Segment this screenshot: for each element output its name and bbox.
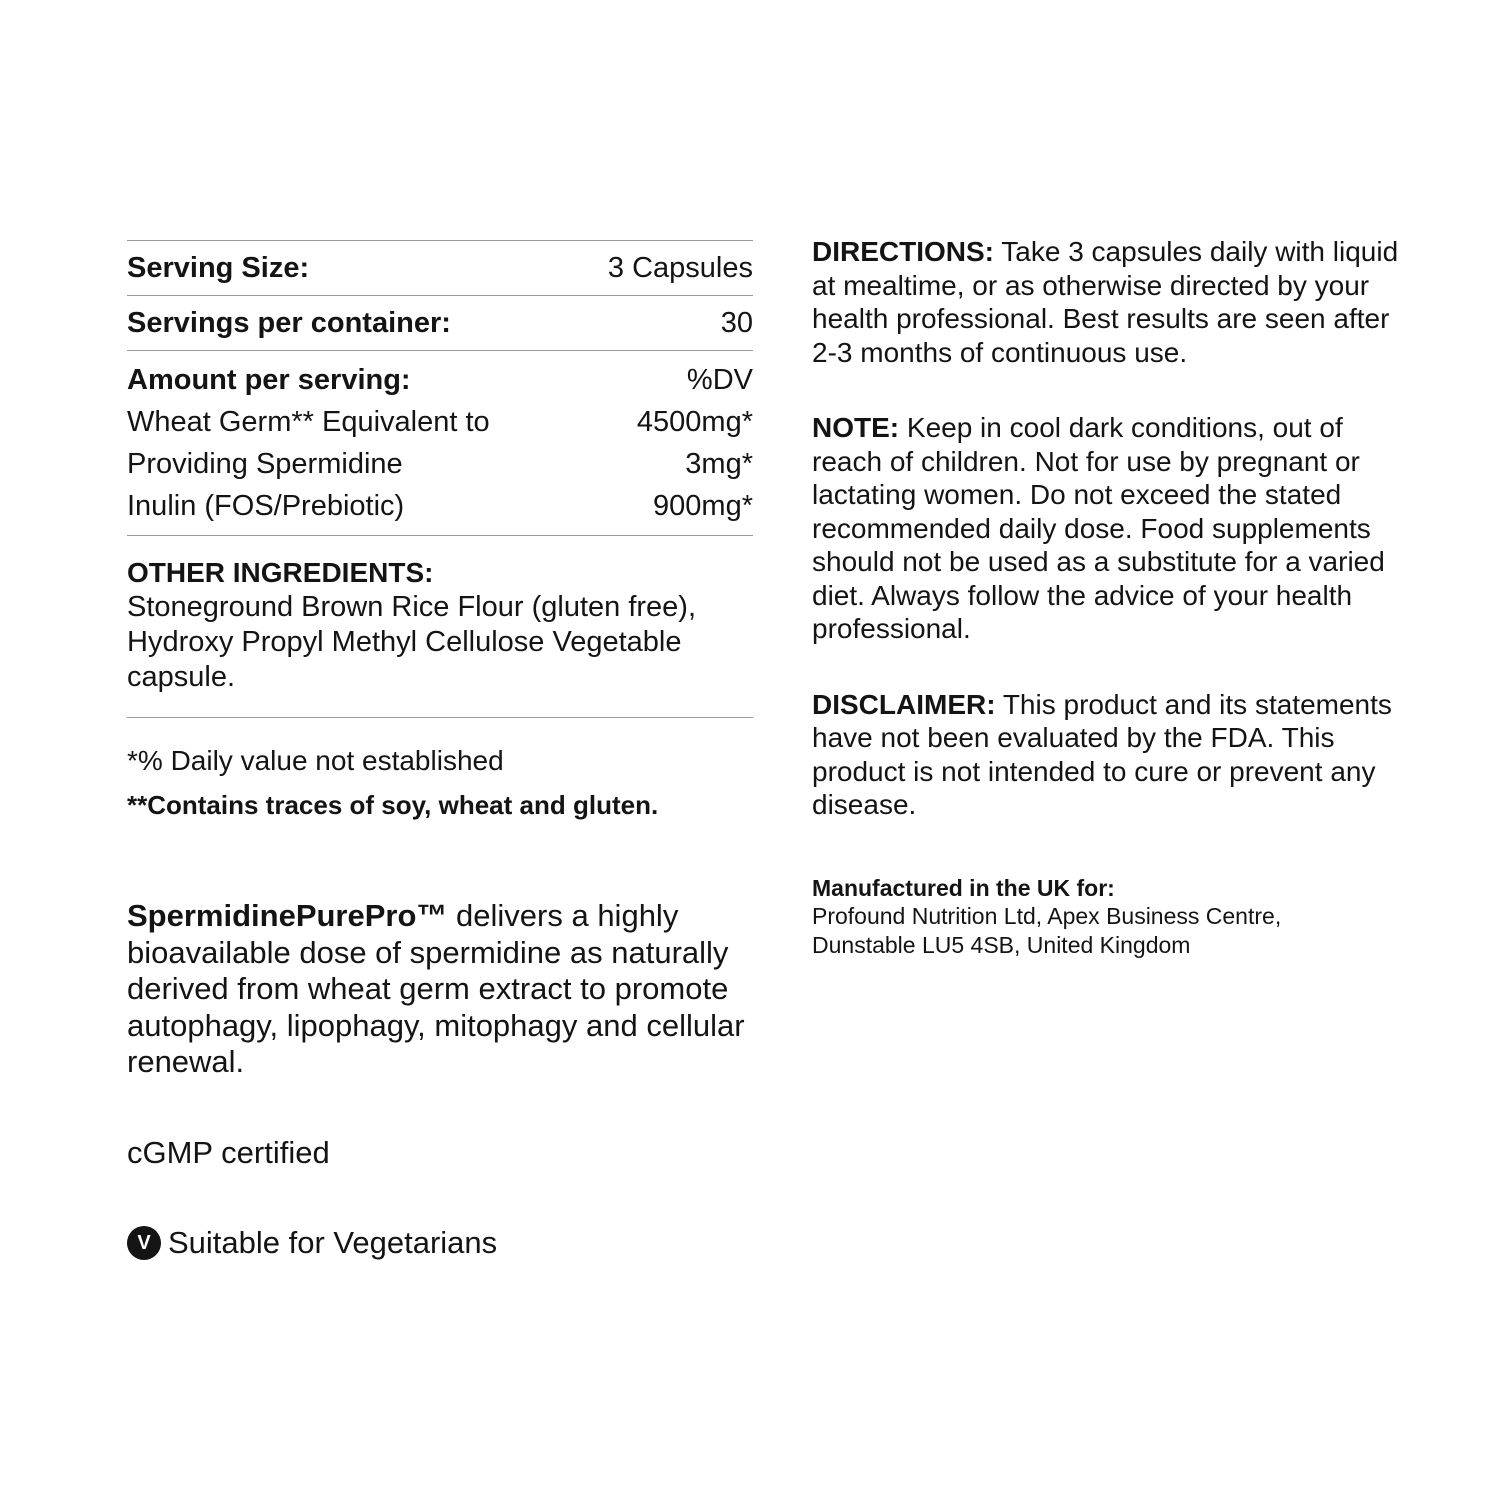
serving-size-label: Serving Size: (127, 252, 310, 284)
amount-header-row (127, 359, 753, 401)
ingredient-amount: 3mg* (685, 448, 753, 480)
vegetarian-badge (127, 1224, 497, 1262)
ingredient-row (127, 443, 753, 485)
divider (127, 717, 753, 718)
serving-size-row (127, 241, 753, 295)
certification: cGMP certified (127, 1135, 330, 1170)
product-description (127, 898, 767, 1081)
ingredient-row (127, 485, 753, 527)
directions-heading: DIRECTIONS: (812, 236, 994, 267)
dv-header: %DV (686, 364, 753, 396)
vegetarian-icon: V (127, 1226, 161, 1260)
supplement-facts-panel (127, 240, 753, 822)
servings-per-container-label: Servings per container: (127, 307, 451, 339)
info-column (812, 235, 1402, 959)
note-text: Keep in cool dark conditions, out of reach of children. Not for use by pregnant or lactating women. Do not exceed the stated recommended daily dose. Food supplements should not be used as a substitute for a varied diet. Always follow the advice of your health professional. (812, 412, 1385, 644)
note-heading: NOTE: (812, 412, 900, 443)
allergen-footnote: **Contains traces of soy, wheat and gluten. (127, 790, 659, 820)
ingredient-name: Inulin (FOS/Prebiotic) (127, 490, 405, 522)
servings-per-container-row (127, 296, 753, 350)
brand-name: SpermidinePurePro™ (127, 898, 448, 933)
amount-section (127, 351, 753, 535)
disclaimer-text: This product and its statements have not been evaluated by the FDA. This product is not intended to cure or prevent any disease. (812, 688, 1392, 820)
manufacturer-address-line1: Profound Nutrition Ltd, Apex Business Centre, (812, 903, 1282, 929)
manufacturer-info (812, 874, 1402, 960)
ingredient-row (127, 401, 753, 443)
servings-per-container-value: 30 (720, 307, 753, 339)
description-text: delivers a highly bioavailable dose of spermidine as naturally derived from wheat germ extract to promote autophagy, lipophagy, mitophagy and cellular renewal. (127, 898, 745, 1079)
disclaimer-heading: DISCLAIMER: (812, 688, 996, 720)
amount-per-serving-label: Amount per serving: (127, 364, 411, 396)
manufacturer-address-line2: Dunstable LU5 4SB, United Kingdom (812, 931, 1191, 958)
vegetarian-label: Suitable for Vegetarians (168, 1225, 498, 1260)
directions-text: Take 3 capsules daily with liquid at mealtime, or as otherwise directed by your health professional. Best results are seen after 2-3 months of continuous use. (812, 236, 1399, 368)
note-paragraph (812, 411, 1402, 646)
divider (127, 535, 753, 536)
daily-value-footnote: *% Daily value not established (127, 745, 504, 776)
ingredient-amount: 4500mg* (636, 406, 753, 438)
other-ingredients-heading: OTHER INGREDIENTS: (127, 557, 434, 588)
ingredient-name: Providing Spermidine (127, 448, 403, 480)
ingredient-amount: 900mg* (653, 490, 753, 522)
serving-size-value: 3 Capsules (607, 252, 753, 284)
disclaimer-paragraph (812, 688, 1402, 822)
directions-paragraph (812, 235, 1402, 369)
manufacturer-heading: Manufactured in the UK for: (812, 874, 1115, 901)
other-ingredients-text: Stoneground Brown Rice Flour (gluten free), Hydroxy Propyl Methyl Cellulose Vegetable capsule. (127, 591, 697, 693)
ingredient-name: Wheat Germ** Equivalent to (127, 406, 490, 438)
